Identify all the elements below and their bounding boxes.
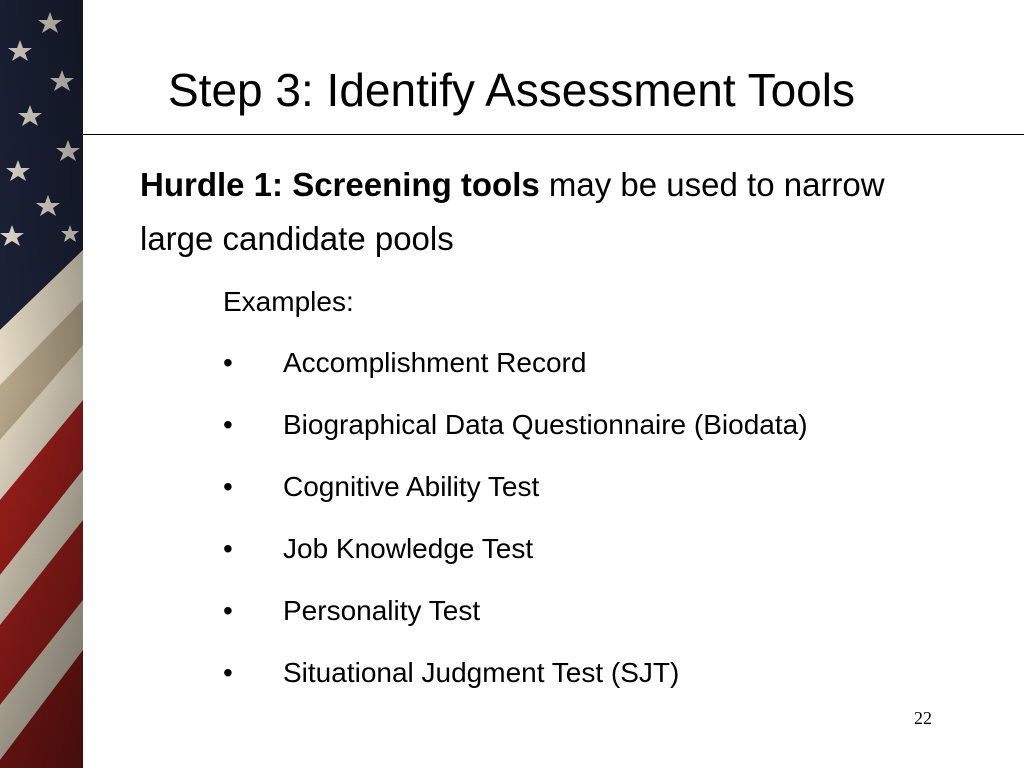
- list-item-text: Accomplishment Record: [283, 347, 587, 378]
- list-item-text: Cognitive Ability Test: [283, 471, 540, 502]
- title-divider: [83, 134, 1024, 135]
- list-item-text: Situational Judgment Test (SJT): [283, 657, 680, 688]
- intro-bold-text: Hurdle 1: Screening tools: [140, 166, 540, 203]
- intro-rest-text: may be used to narrow large candidate pools: [140, 166, 885, 257]
- slide-title: Step 3: Identify Assessment Tools: [168, 64, 855, 116]
- intro-text: [140, 158, 960, 266]
- page-number: 22: [914, 708, 932, 728]
- list-item-text: Biographical Data Questionnaire (Biodata): [283, 409, 808, 440]
- list-item-text: Personality Test: [283, 595, 481, 626]
- bullet-icon: •: [223, 409, 233, 440]
- examples-label: Examples:: [223, 286, 354, 317]
- flag-fabric-image: [0, 0, 83, 768]
- bullet-icon: •: [223, 347, 233, 378]
- bullet-icon: •: [223, 471, 233, 502]
- flag-graphic: [0, 0, 83, 768]
- bullet-icon: •: [223, 533, 233, 564]
- list-item-text: Job Knowledge Test: [283, 533, 534, 564]
- bullet-icon: •: [223, 657, 233, 688]
- bullet-icon: •: [223, 595, 233, 626]
